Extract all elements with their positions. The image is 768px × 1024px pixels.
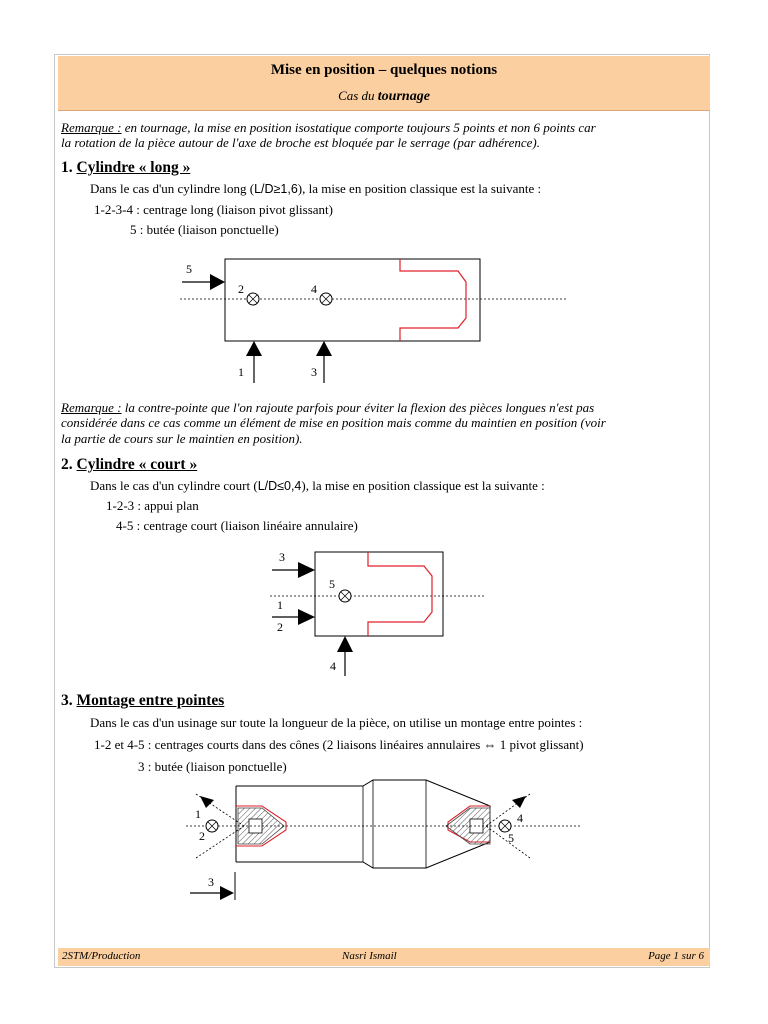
subtitle-prefix: Cas du (338, 88, 375, 103)
section1-item2: 5 : butée (liaison ponctuelle) (130, 222, 279, 237)
long-label-3: 3 (311, 365, 317, 379)
short-label-4: 4 (330, 659, 336, 673)
section1-intro-a: Dans le cas d'un cylindre long ( (90, 181, 255, 196)
centers-label-4: 4 (517, 811, 523, 825)
section1-intro-b: ), la mise en position classique est la suivante : (297, 181, 542, 196)
long-point-2-icon (247, 293, 259, 305)
footer-page-number: Page 1 sur 6 (648, 950, 704, 962)
section3-item1: 1-2 et 4-5 : centrages courts dans des cônes (2 liaisons linéaires annulaires ⇔ 1 pivot glissant) (94, 737, 584, 752)
footer-center: Nasri Ismail (342, 950, 397, 962)
diagram-long-cylinder (180, 259, 568, 383)
right-cone-arrow-top (512, 796, 526, 808)
long-arrow-3-head (316, 341, 332, 356)
section3-number: 3. (61, 692, 73, 709)
short-arrow-1-head (298, 609, 315, 625)
section2-ratio: L/D≤0,4 (257, 479, 302, 493)
short-arrow-4-head (337, 636, 353, 652)
section2-item1: 1-2-3 : appui plan (106, 498, 199, 513)
subtitle-bold: tournage (377, 89, 430, 104)
short-part-outline (315, 552, 443, 636)
remark2-text1: la contre-pointe que l'on rajoute parfois pour éviter la flexion des pièces longues n'est pas (121, 400, 595, 415)
centers-label-1: 1 (195, 807, 201, 821)
diagram-short-cylinder (270, 550, 484, 676)
long-label-1: 1 (238, 365, 244, 379)
centers-label-5: 5 (508, 831, 514, 845)
short-label-5: 5 (329, 577, 335, 591)
section1-ratio: L/D≥1,6 (254, 182, 298, 196)
short-point-5-icon (339, 590, 351, 602)
centers-arrow-3-head (220, 886, 234, 900)
page-footer (58, 948, 710, 966)
remark2-label: Remarque : (61, 400, 122, 415)
section2-title: Cylindre « court » (76, 456, 198, 473)
page-title: Mise en position – quelques notions (270, 62, 498, 78)
remark1-label: Remarque : (61, 120, 122, 135)
long-bore (400, 259, 466, 341)
section1-item1: 1-2-3-4 : centrage long (liaison pivot glissant) (94, 202, 334, 217)
remark1-line2: la rotation de la pièce autour de l'axe de broche est bloquée par le serrage (par adhérence). (61, 135, 540, 150)
left-cone-arrow-top (200, 796, 214, 808)
section3-title: Montage entre pointes (76, 692, 225, 709)
short-label-1: 1 (277, 598, 283, 612)
long-label-2: 2 (238, 282, 244, 296)
long-arrow-5-head (210, 274, 225, 290)
long-label-4: 4 (311, 282, 317, 296)
remark1-text1: en tournage, la mise en position isostatique comporte toujours 5 points et non 6 points car (121, 120, 596, 135)
short-bore (368, 552, 432, 636)
long-point-4-icon (320, 293, 332, 305)
centers-point-left-icon (206, 820, 218, 832)
long-arrow-1-head (246, 341, 262, 356)
section2-intro-a: Dans le cas d'un cylindre court ( (90, 478, 258, 493)
remark2-line2: considérée dans ce cas comme un élément de mise en position mais comme du maintien en position (voir (61, 415, 606, 430)
section2-item2: 4-5 : centrage court (liaison linéaire annulaire) (116, 518, 358, 533)
section2-number: 2. (61, 456, 73, 473)
section2-intro-b: ), la mise en position classique est la suivante : (301, 478, 545, 493)
short-arrow-3-head (298, 562, 315, 578)
long-label-5: 5 (186, 262, 192, 276)
section1-number: 1. (61, 159, 73, 176)
remark2-line3: la partie de cours sur le maintien en position). (61, 431, 303, 446)
section3-item2: 3 : butée (liaison ponctuelle) (138, 759, 287, 774)
short-label-2: 2 (277, 620, 283, 634)
footer-left: 2STM/Production (62, 950, 141, 962)
diagram-between-centers (186, 780, 580, 900)
section1-title: Cylindre « long » (76, 159, 191, 176)
centers-label-3: 3 (208, 875, 214, 889)
centers-label-2: 2 (199, 829, 205, 843)
section3-intro: Dans le cas d'un usinage sur toute la longueur de la pièce, on utilise un montage entre pointes : (90, 715, 583, 730)
short-label-3: 3 (279, 550, 285, 564)
